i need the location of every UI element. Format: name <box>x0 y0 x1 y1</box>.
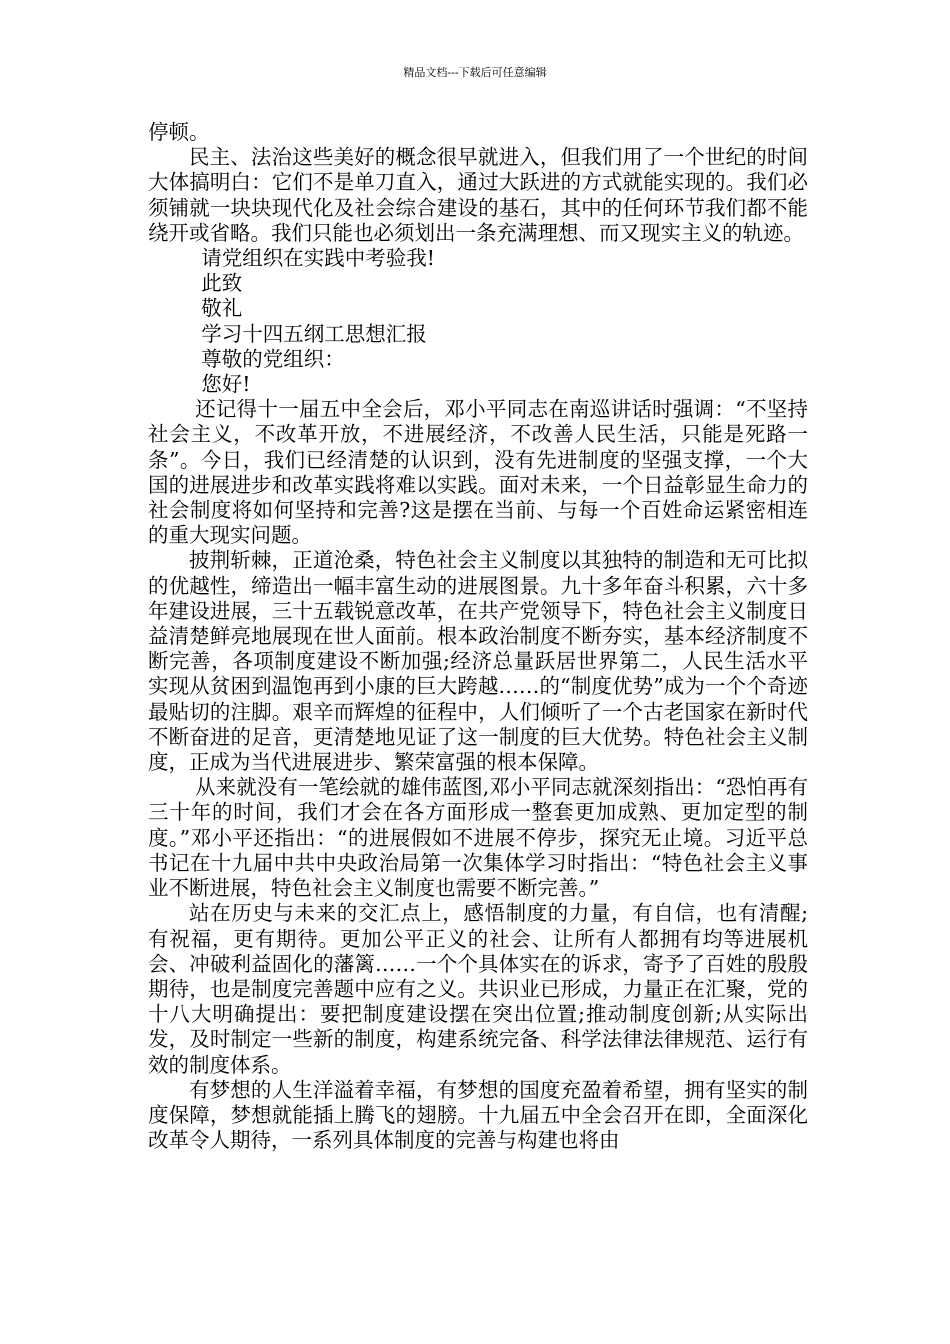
paragraph: 还记得十一届五中全会后，邓小平同志在南巡讲话时强调：“不坚持社会主义，不改革开放，不进展经济，不改善人民生活，只能是死路一条”。今日，我们已经清楚的认识到，没有先进制度的坚强支撑，一个大国的进展进步和改革实践将难以实践。面对未来，一个日益彰显生命力的社会制度将如何坚持和完善?这是摆在当前、与每一个百姓命运紧密相连的重大现实问题。 <box>148 397 808 548</box>
salutation: 尊敬的党组织： <box>201 346 345 371</box>
closing-line: 敬礼 <box>201 296 243 321</box>
section-title: 学习十四五纲工思想汇报 <box>201 321 427 346</box>
document-body <box>148 120 808 1153</box>
greeting: 您好! <box>201 372 251 397</box>
paragraph: 有梦想的人生洋溢着幸福，有梦想的国度充盈着希望，拥有坚实的制度保障，梦想就能插上腾飞的翅膀。十九届五中全会召开在即，全面深化改革令人期待，一系列具体制度的完善与构建也将由 <box>148 1077 808 1153</box>
paragraph: 从来就没有一笔绘就的雄伟蓝图,邓小平同志就深刻指出：“恐怕再有三十年的时间，我们才会在各方面形成一整套更加成熟、更加定型的制度。”邓小平还指出：“的进展假如不进展不停步，探究无止境。习近平总书记在十九届中共中央政治局第一次集体学习时指出：“特色社会主义事业不断进展，特色社会主义制度也需要不断完善。” <box>148 775 808 901</box>
paragraph: 民主、法治这些美好的概念很早就进入，但我们用了一个世纪的时间大体搞明白：它们不是单刀直入，通过大跃进的方式就能实现的。我们必须铺就一块块现代化及社会综合建设的基石，其中的任何环节我们都不能绕开或省略。我们只能也必须划出一条充满理想、而又现实主义的轨迹。 <box>148 145 808 245</box>
paragraph: 请党组织在实践中考验我! <box>201 246 436 271</box>
paragraph: 站在历史与未来的交汇点上，感悟制度的力量，有自信，也有清醒;有祝福，更有期待。更加公平正义的社会、让所有人都拥有均等进展机会、冲破利益固化的藩篱……一个个具体实在的诉求，寄予了百姓的殷殷期待，也是制度完善题中应有之义。共识业已形成，力量正在汇聚，党的十八大明确提出：要把制度建设摆在突出位置;推动制度创新;从实际出发，及时制定一些新的制度，构建系统完备、科学法律法律规范、运行有效的制度体系。 <box>148 901 808 1077</box>
page-header: 精品文档---下载后可任意编辑 <box>403 66 547 79</box>
closing-line: 此致 <box>201 271 243 296</box>
paragraph: 披荆斩棘，正道沧桑，特色社会主义制度以其独特的制造和无可比拟的优越性，缔造出一幅丰富生动的进展图景。九十多年奋斗积累，六十多年建设进展，三十五载锐意改革，在共产党领导下，特色社会主义制度日益清楚鲜亮地展现在世人面前。根本政治制度不断夯实，基本经济制度不断完善，各项制度建设不断加强;经济总量跃居世界第二，人民生活水平实现从贫困到温饱再到小康的巨大跨越……的“制度优势”成为一个个奇迹最贴切的注脚。艰辛而辉煌的征程中，人们倾听了一个古老国家在新时代不断奋进的足音，更清楚地见证了这一制度的巨大优势。特色社会主义制度，正成为当代进展进步、繁荣富强的根本保障。 <box>148 548 808 775</box>
paragraph: 停顿。 <box>148 120 210 144</box>
